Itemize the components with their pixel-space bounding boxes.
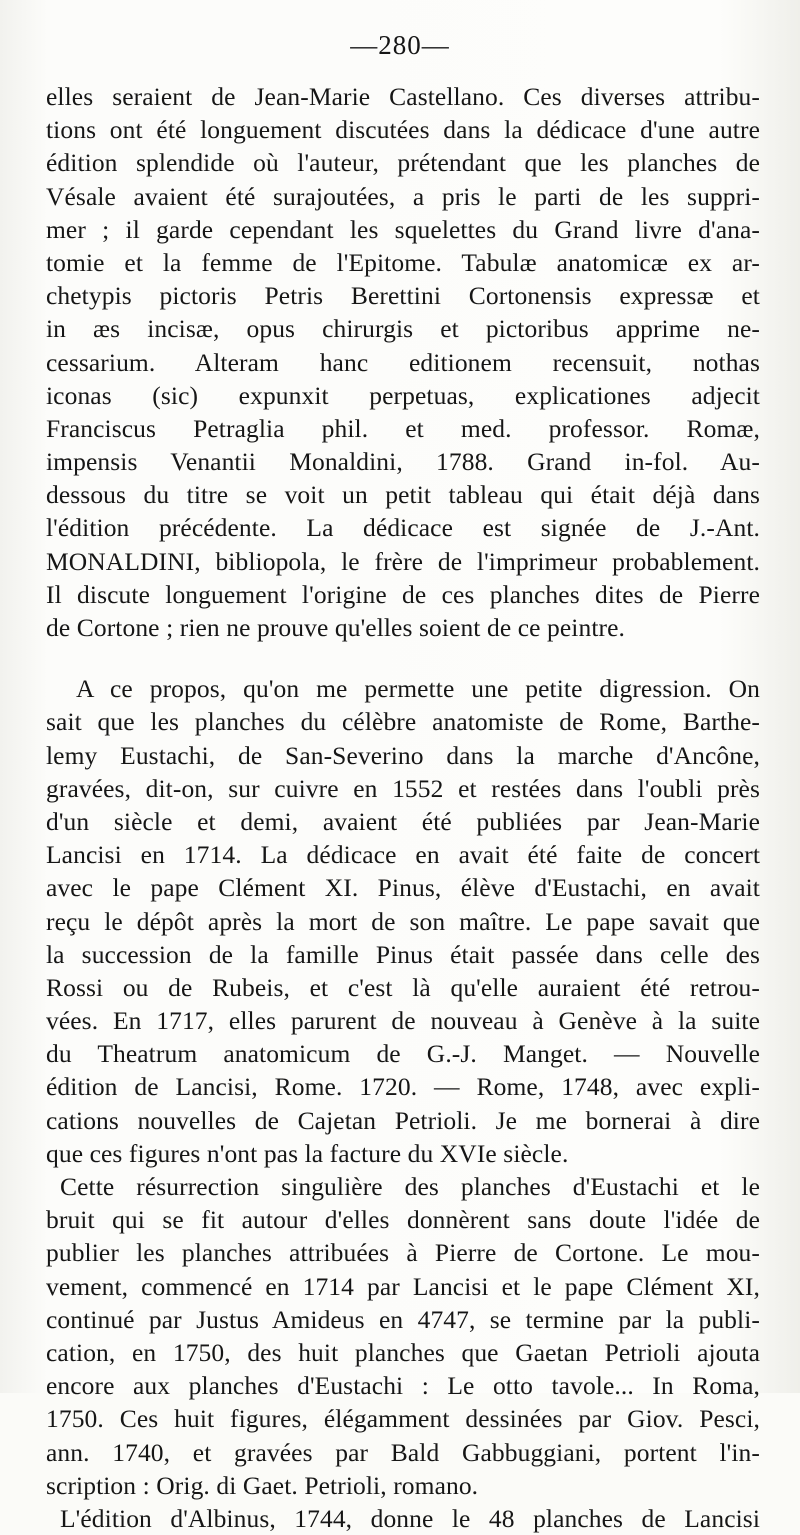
text-line: A ce propos, qu'on me permette une petite digression. On [76, 674, 760, 704]
text-line: chetypis pictoris Petris Berettini Cortonensis expressæ et [46, 281, 760, 311]
text-line: édition splendide où l'auteur, prétendant que les planches de [46, 148, 760, 178]
paragraph-2 [46, 672, 760, 1170]
text-line: vement, commencé en 1714 par Lancisi et le pape Clément XI, [46, 1271, 760, 1301]
text-line: Rossi ou de Rubeis, et c'est là qu'elle auraient été retrou- [46, 972, 760, 1002]
text-line: du Theatrum anatomicum de G.-J. Manget. — Nouvelle [46, 1039, 760, 1069]
text-line: de Cortone ; rien ne prouve qu'elles soient de ce peintre. [46, 613, 625, 642]
text-line: iconas (sic) expunxit perpetuas, explicationes adjecit [46, 380, 760, 410]
text-line: Lancisi en 1714. La dédicace en avait été faite de concert [46, 840, 760, 870]
text-line: scription : Orig. di Gaet. Petrioli, romano. [46, 1470, 479, 1500]
text-line: édition de Lancisi, Rome. 1720. — Rome, 1748, avec expli- [46, 1072, 760, 1102]
text-line: L'édition d'Albinus, 1744, donne le 48 planches de Lancisi [60, 1503, 760, 1533]
text-line: publier les planches attribuées à Pierre de Cortone. Le mou- [46, 1238, 760, 1268]
text-line: tions ont été longuement discutées dans la dédicace d'une autre [46, 115, 760, 145]
text-line: avec le pape Clément XI. Pinus, élève d'Eustachi, en avait [46, 873, 760, 903]
text-line: cations nouvelles de Cajetan Petrioli. Je me bornerai à dire [46, 1105, 760, 1135]
text-line: que ces figures n'ont pas la facture du XVIe siècle. [46, 1138, 569, 1168]
text-line: Cette résurrection singulière des planches d'Eustachi et le [60, 1172, 760, 1201]
paragraph-4 [46, 1502, 760, 1535]
page-number: —280— [350, 30, 450, 60]
text-line: la succession de la famille Pinus était passée dans celle des [46, 939, 760, 969]
text-line: cation, en 1750, des huit planches que Gaetan Petrioli ajouta [46, 1337, 760, 1367]
body-text [46, 80, 760, 1535]
text-line: sait que les planches du célèbre anatomiste de Rome, Barthe- [46, 707, 760, 737]
text-line: d'un siècle et demi, avaient été publiées par Jean-Marie [46, 806, 760, 836]
text-line: in æs incisæ, opus chirurgis et pictoribus apprime ne- [46, 314, 760, 344]
text-line: Il discute longuement l'origine de ces planches dites de Pierre [46, 579, 760, 609]
paragraph-1 [46, 80, 760, 644]
text-line: continué par Justus Amideus en 4747, se termine par la publi- [46, 1304, 760, 1334]
text-line: ann. 1740, et gravées par Bald Gabbuggiani, portent l'in- [46, 1437, 760, 1467]
text-line: gravées, dit-on, sur cuivre en 1552 et restées dans l'oubli près [46, 773, 760, 803]
text-line: lemy Eustachi, de San-Severino dans la marche d'Ancône, [46, 740, 760, 770]
paragraph-3 [46, 1170, 760, 1502]
text-line: elles seraient de Jean-Marie Castellano. Ces diverses attribu- [46, 82, 760, 111]
text-line: dessous du titre se voit un petit tableau qui était déjà dans [46, 480, 760, 510]
text-line: Vésale avaient été surajoutées, a pris le parti de les suppri- [46, 181, 760, 211]
text-line: impensis Venantii Monaldini, 1788. Grand in-fol. Au- [46, 447, 760, 477]
text-line: cessarium. Alteram hanc editionem recensuit, nothas [46, 347, 760, 377]
text-line: reçu le dépôt après la mort de son maître. Le pape savait que [46, 906, 760, 936]
text-line: bruit qui se fit autour d'elles donnèrent sans doute l'idée de [46, 1205, 760, 1235]
text-line: encore aux planches d'Eustachi : Le otto tavole... In Roma, [46, 1371, 760, 1401]
text-line: vées. En 1717, elles parurent de nouveau à Genève à la suite [46, 1006, 760, 1036]
text-line: mer ; il garde cependant les squelettes du Grand livre d'ana- [46, 214, 760, 244]
text-line: 1750. Ces huit figures, élégamment dessinées par Giov. Pesci, [46, 1404, 760, 1434]
text-line: Franciscus Petraglia phil. et med. professor. Romæ, [46, 413, 760, 443]
text-line: l'édition précédente. La dédicace est signée de J.-Ant. [46, 513, 760, 543]
paragraph-gap [46, 644, 760, 672]
text-line: tomie et la femme de l'Epitome. Tabulæ anatomicæ ex ar- [46, 247, 760, 277]
text-line: MONALDINI, bibliopola, le frère de l'imprimeur probablement. [46, 546, 760, 576]
